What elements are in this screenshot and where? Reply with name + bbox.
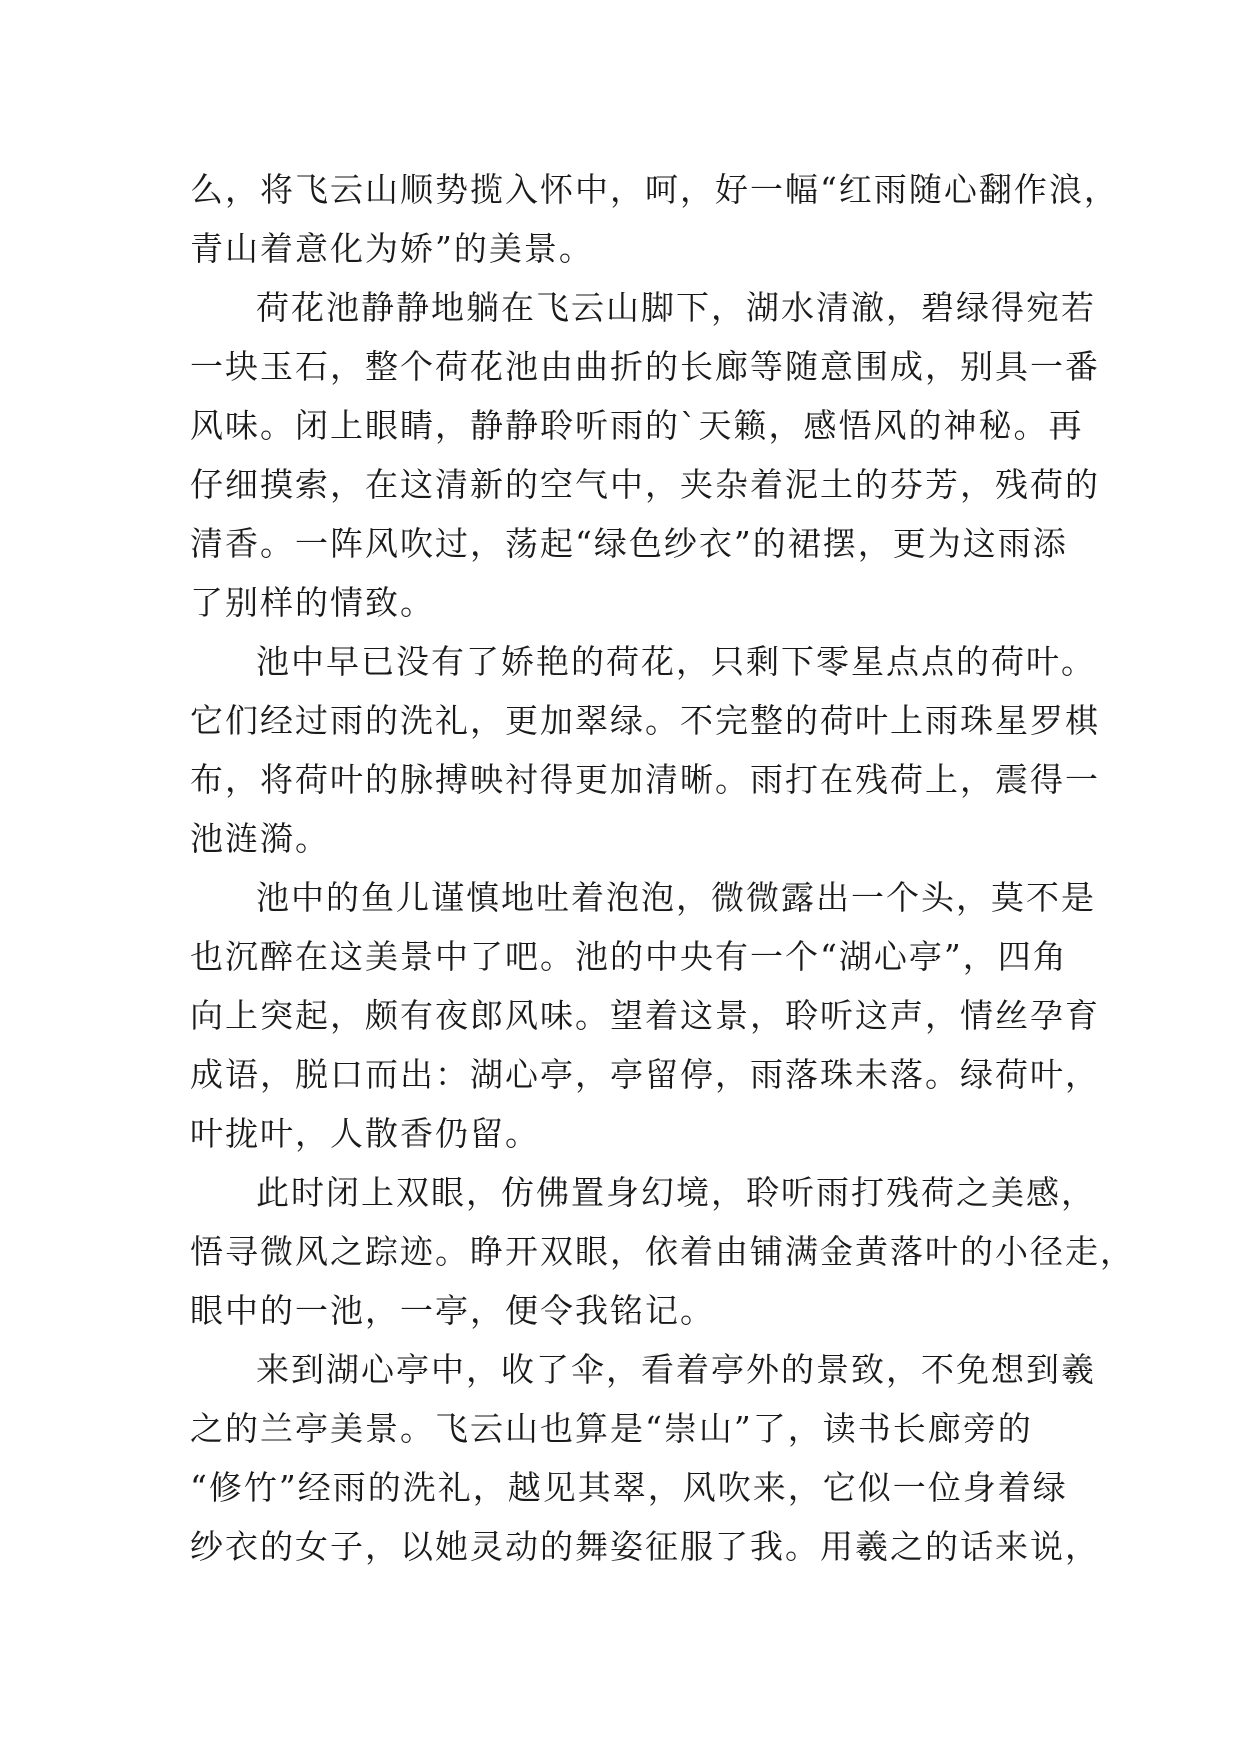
text-line: 它们经过雨的洗礼，更加翠绿。不完整的荷叶上雨珠星罗棋	[190, 701, 1100, 740]
article-body	[190, 160, 1135, 1576]
text-line: 布，将荷叶的脉搏映衬得更加清晰。雨打在残荷上，震得一	[190, 760, 1100, 799]
text-line: 悟寻微风之踪迹。睁开双眼，依着由铺满金黄落叶的小径走，	[190, 1232, 1135, 1271]
text-line: “修竹”经雨的洗礼，越见其翠，风吹来，它似一位身着绿	[190, 1468, 1068, 1507]
paragraph-start-line: 来到湖心亭中，收了伞，看着亭外的景致，不免想到羲	[256, 1350, 1096, 1389]
text-line: 池涟漪。	[190, 819, 330, 858]
paragraph-start-line: 池中的鱼儿谨慎地吐着泡泡，微微露出一个头，莫不是	[256, 878, 1096, 917]
text-line: 风味。闭上眼睛，静静聆听雨的`天籁，感悟风的神秘。再	[190, 406, 1084, 445]
paragraph-start-line: 池中早已没有了娇艳的荷花，只剩下零星点点的荷叶。	[256, 642, 1096, 681]
text-line: 眼中的一池，一亭，便令我铭记。	[190, 1291, 715, 1330]
text-line: 一块玉石，整个荷花池由曲折的长廊等随意围成，别具一番	[190, 347, 1100, 386]
text-line: 仔细摸索，在这清新的空气中，夹杂着泥土的芬芳，残荷的	[190, 465, 1100, 504]
text-line: 成语，脱口而出：湖心亭，亭留停，雨落珠未落。绿荷叶，	[190, 1055, 1100, 1094]
text-line: 么，将飞云山顺势揽入怀中，呵，好一幅“红雨随心翻作浪，	[190, 170, 1119, 209]
text-line: 纱衣的女子，以她灵动的舞姿征服了我。用羲之的话来说，	[190, 1527, 1100, 1566]
text-line: 了别样的情致。	[190, 583, 435, 622]
paragraph-start-line: 荷花池静静地躺在飞云山脚下，湖水清澈，碧绿得宛若	[256, 288, 1096, 327]
paragraph-start-line: 此时闭上双眼，仿佛置身幻境，聆听雨打残荷之美感，	[256, 1173, 1096, 1212]
text-line: 向上突起，颇有夜郎风味。望着这景，聆听这声，情丝孕育	[190, 996, 1100, 1035]
text-line: 之的兰亭美景。飞云山也算是“崇山”了，读书长廊旁的	[190, 1409, 1033, 1448]
text-line: 清香。一阵风吹过，荡起“绿色纱衣”的裙摆，更为这雨添	[190, 524, 1068, 563]
text-line: 叶拢叶，人散香仍留。	[190, 1114, 540, 1153]
text-line: 青山着意化为娇”的美景。	[190, 229, 594, 268]
text-line: 也沉醉在这美景中了吧。池的中央有一个“湖心亭”，四角	[190, 937, 1068, 976]
